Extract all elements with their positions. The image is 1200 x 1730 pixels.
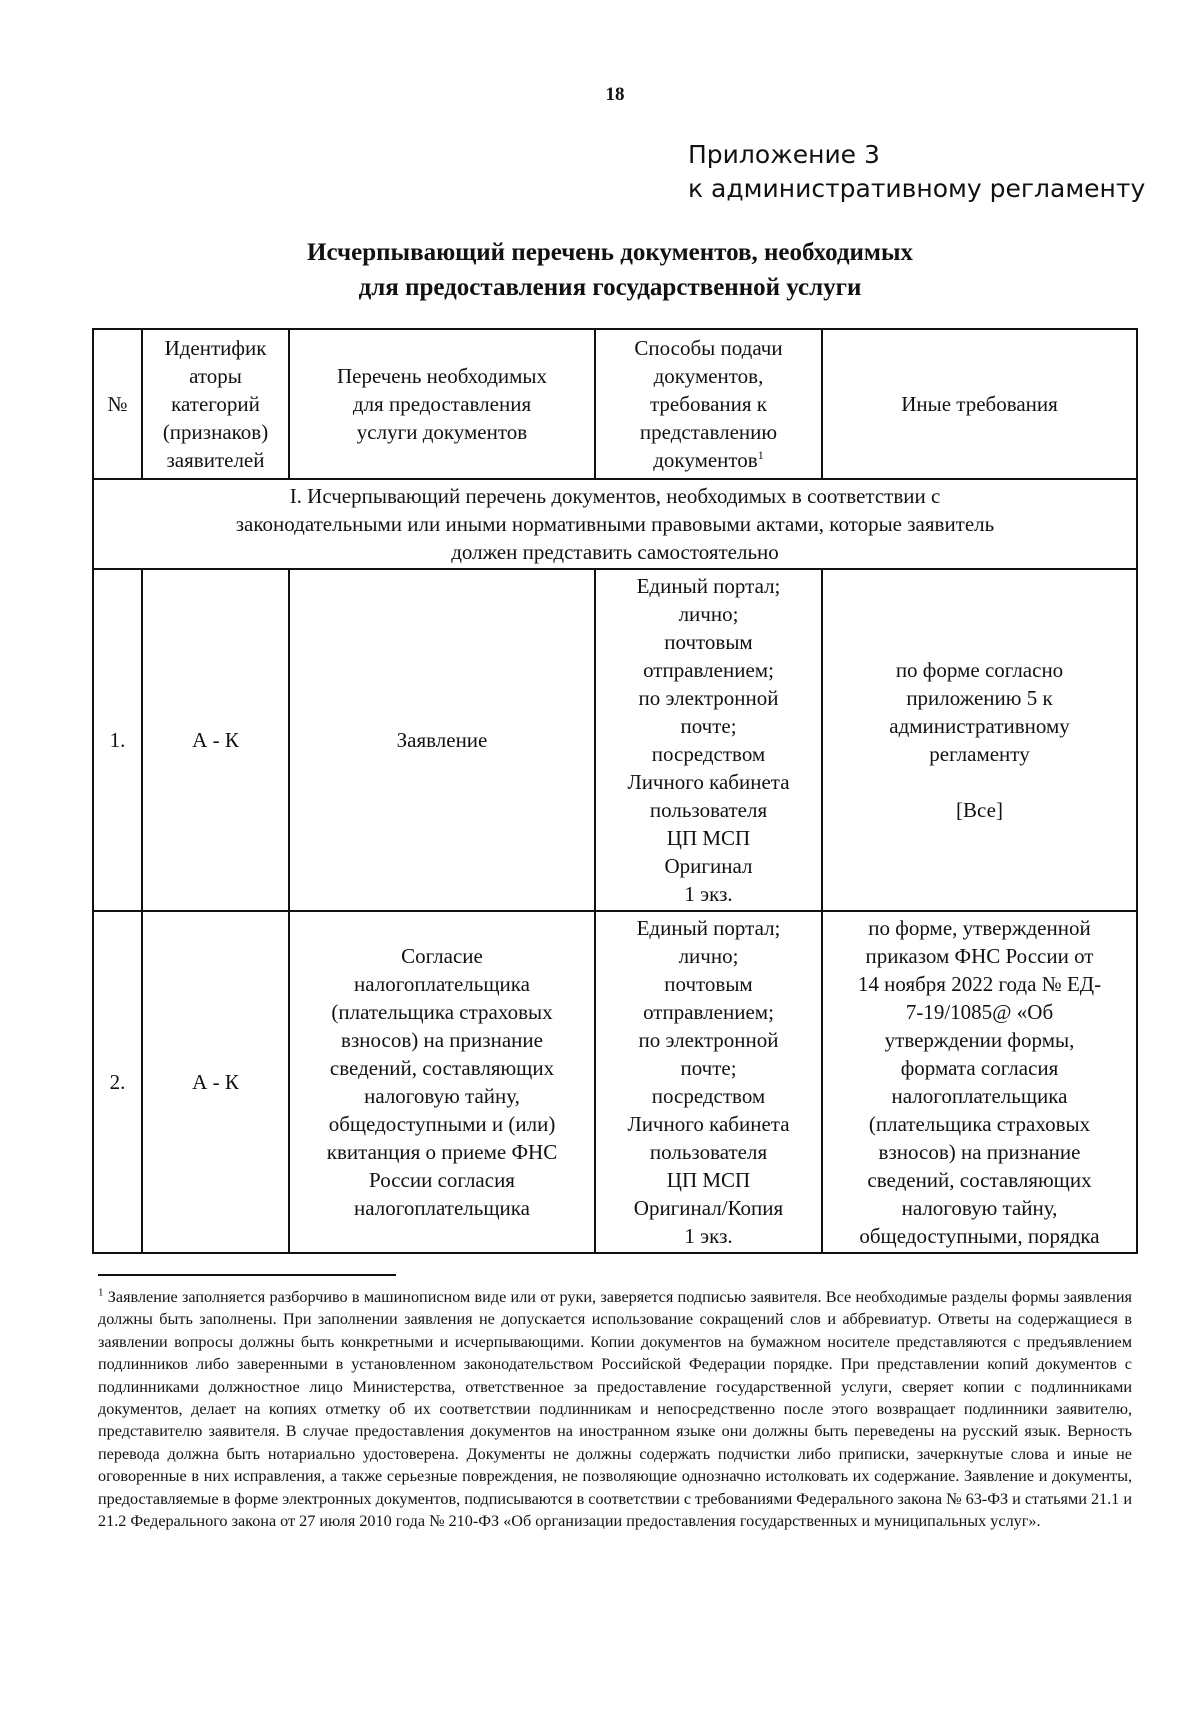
cell-line: 1 экз.: [684, 882, 733, 906]
header-line: Способы подачи: [634, 336, 783, 360]
cell-line: почте;: [680, 714, 737, 738]
cell-line: приложению 5 к: [906, 686, 1053, 710]
cell-line: (плательщика страховых: [868, 1112, 1091, 1136]
cell-line: административному: [889, 714, 1070, 738]
cell-line: по форме, утвержденной: [868, 916, 1091, 940]
appendix-line-2: к административному регламенту: [688, 174, 1146, 203]
header-document-list: [289, 329, 595, 479]
cell-line: почтовым: [664, 630, 753, 654]
header-line: для предоставления: [352, 392, 532, 416]
section-heading: [93, 479, 1137, 569]
cell-line: пользователя: [649, 798, 768, 822]
cell-line: взносов) на признание: [341, 1028, 543, 1052]
cell-line: взносов) на признание: [878, 1140, 1081, 1164]
cell-line: 1 экз.: [684, 1224, 733, 1248]
footnote-text: Заявление заполняется разборчиво в машинописном виде или от руки, заверяется подписью заявителя. Все необходимые разделы формы заявления должны быть заполнены. При заполнении заявления не допускается использование сокращений слов и аббревиатур. Ответы на содержащиеся в заявлении вопросы должны быть конкретными и исчерпывающими. Копии документов на бумажном носителе представляются с предъявлением подлинников либо заверенными в установленном законодательством Российской Федерации порядке. При представлении копий документов с подлинниками должностное лицо Министерства, ответственное за предоставление государственной услуги, сверяет копии с подлинниками документов, делает на копиях отметку об их соответствии подлинникам и непосредственно после этого возвращает подлинники заявителю, представителю заявителя. В случае предоставления документов на иностранном языке они должны быть переведены на русский язык. Верность перевода должна быть нотариально удостоверена. Документы не должны содержать подчистки либо приписки, зачеркнутые слова и иные не оговоренные в них исправления, а также серьезные повреждения, не позволяющие однозначно истолковать их содержание. Заявление и документы, предоставляемые в форме электронных документов, подписываются в соответствии с требованиями Федерального закона № 63-ФЗ и статьями 21.1 и 21.2 Федерального закона от 27 июля 2010 года № 210-ФЗ «Об организации предоставления государственных и муниципальных услуг».: [98, 1288, 1132, 1531]
footnote: [98, 1286, 1132, 1532]
row-document: [289, 911, 595, 1253]
header-line-text: документов: [653, 448, 758, 472]
cell-line: Заявление: [396, 728, 488, 752]
table-row: [93, 569, 1137, 911]
header-submission-methods: [595, 329, 822, 479]
cell-line: налогоплательщика: [354, 972, 530, 996]
cell-line: приказом ФНС России от: [865, 944, 1094, 968]
appendix-heading: [688, 138, 1145, 206]
cell-line: почте;: [680, 1056, 737, 1080]
documents-table: [92, 328, 1138, 1254]
row-number: 1.: [93, 569, 142, 911]
cell-line: общедоступными и (или): [328, 1112, 556, 1136]
cell-line: 7-19/1085@ «Об: [905, 1000, 1054, 1024]
section-row: [93, 479, 1137, 569]
header-number: №: [93, 329, 142, 479]
cell-line: 14 ноября 2022 года № ЕД-: [857, 972, 1102, 996]
footnote-divider: [98, 1274, 396, 1276]
cell-line: формата согласия: [900, 1056, 1059, 1080]
cell-line: ЦП МСП: [666, 1168, 751, 1192]
cell-line: налогоплательщика: [891, 1084, 1068, 1108]
cell-line: сведений, составляющих: [329, 1056, 555, 1080]
cell-line: отправлением;: [643, 1000, 774, 1024]
cell-line: налогоплательщика: [354, 1196, 530, 1220]
footnote-mark: 1: [98, 1286, 104, 1299]
section-line: должен представить самостоятельно: [451, 540, 779, 564]
row-identifiers: А - К: [142, 569, 289, 911]
cell-line: Единый портал;: [636, 574, 781, 598]
cell-line: посредством: [651, 1084, 766, 1108]
header-line: Перечень необходимых: [336, 364, 548, 388]
header-line: требования к: [650, 392, 767, 416]
table-header-row: [93, 329, 1137, 479]
cell-line: Личного кабинета: [627, 1112, 790, 1136]
cell-line: по форме согласно: [895, 658, 1064, 682]
cell-line: Согласие: [401, 944, 483, 968]
cell-line: налоговую тайну,: [364, 1084, 520, 1108]
cell-line: Оригинал: [664, 854, 753, 878]
cell-line: почтовым: [664, 972, 753, 996]
header-line: (признаков): [162, 420, 269, 444]
cell-line: Оригинал/Копия: [633, 1196, 784, 1220]
header-line: категорий: [171, 392, 260, 416]
row-other-requirements: [822, 569, 1137, 911]
document-title-line-1: Исчерпывающий перечень документов, необходимых: [307, 239, 913, 266]
appendix-line-1: Приложение 3: [688, 140, 880, 169]
cell-line: по электронной: [638, 1028, 779, 1052]
section-line: законодательными или иными нормативными правовыми актами, которые заявитель: [235, 512, 995, 536]
cell-line: сведений, составляющих: [867, 1168, 1092, 1192]
cell-line: по электронной: [638, 686, 779, 710]
cell-line: общедоступными, порядка: [859, 1224, 1100, 1248]
header-identifiers: [142, 329, 289, 479]
applicability-tag: [Все]: [956, 798, 1003, 822]
cell-line: налоговую тайну,: [901, 1196, 1058, 1220]
cell-line: ЦП МСП: [666, 826, 751, 850]
footnote-reference: 1: [757, 448, 764, 462]
header-other-requirements: Иные требования: [822, 329, 1137, 479]
cell-line: отправлением;: [643, 658, 774, 682]
cell-line: посредством: [651, 742, 766, 766]
cell-line: России согласия: [369, 1168, 515, 1192]
row-other-requirements: [822, 911, 1137, 1253]
cell-line-spacer: [827, 768, 1132, 796]
cell-line: (плательщика страховых: [331, 1000, 553, 1024]
cell-line: лично;: [678, 944, 739, 968]
section-line: I. Исчерпывающий перечень документов, необходимых в соответствии с: [289, 484, 941, 508]
row-identifiers: А - К: [142, 911, 289, 1253]
table-row: [93, 911, 1137, 1253]
row-submission-methods: [595, 911, 822, 1253]
document-title: [0, 235, 1200, 305]
header-line: услуги документов: [356, 420, 528, 444]
page-number: 18: [605, 84, 625, 105]
cell-line: утверждении формы,: [884, 1028, 1075, 1052]
cell-line: пользователя: [649, 1140, 768, 1164]
header-line: заявителей: [166, 448, 265, 472]
header-line: документов,: [653, 364, 764, 388]
row-number: 2.: [93, 911, 142, 1253]
header-line: Идентифик: [164, 336, 267, 360]
cell-line: квитанция о приеме ФНС: [326, 1140, 558, 1164]
row-document: [289, 569, 595, 911]
header-line: [600, 446, 817, 474]
cell-line: Личного кабинета: [627, 770, 790, 794]
cell-line: Единый портал;: [636, 916, 781, 940]
header-line: аторы: [189, 364, 242, 388]
cell-line: лично;: [678, 602, 739, 626]
cell-line: регламенту: [929, 742, 1030, 766]
header-line: представлению: [639, 420, 778, 444]
document-title-line-2: для предоставления государственной услуги: [358, 274, 862, 301]
row-submission-methods: [595, 569, 822, 911]
